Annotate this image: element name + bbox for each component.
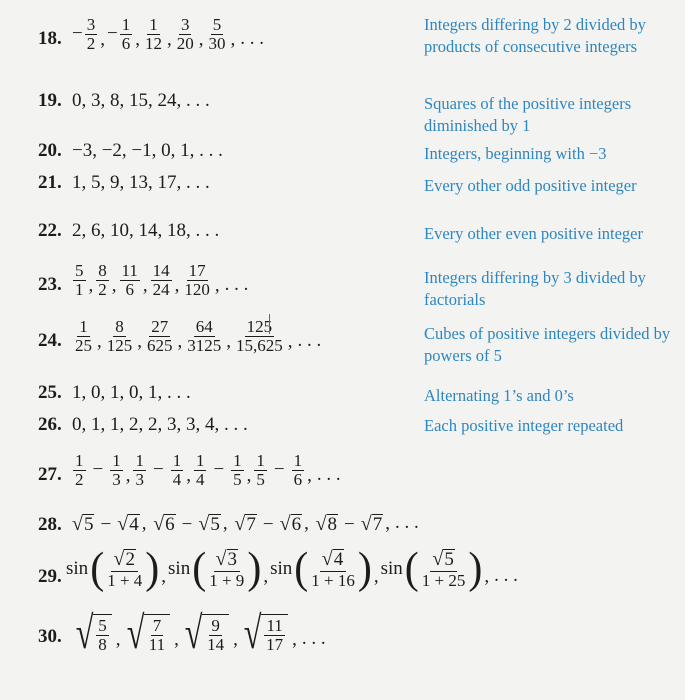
exercise-number: 22. xyxy=(38,220,62,241)
exercise-number: 27. xyxy=(38,464,62,485)
sequence: √ 5 − √ 4 , √ 6 − √ 5 , √ 7 − √ 6 , √ 8 − √ 7 , . . . xyxy=(72,512,419,535)
sequence: $\frac{1}{2}$ − $\frac{1}{3}$ , $\frac{1}{3}$ − $\frac{1}{4}$ , $\frac{1}{4}$ − $\frac{1}{5}$ , $\frac{1}{5}$ − $\frac{1}{6}$ , . . . xyxy=(75,451,341,489)
sequence: 0, 1, 1, 2, 2, 3, 3, 4, . . . xyxy=(72,414,248,435)
sequence: −3, −2, −1, 0, 1, . . . xyxy=(72,140,223,161)
description: Alternating 1’s and 0’s xyxy=(424,386,574,405)
exercise-number: 19. xyxy=(38,90,62,111)
exercise-number: 20. xyxy=(38,140,62,161)
description: Each positive integer repeated xyxy=(424,416,624,435)
sequence: 0, 3, 8, 15, 24, . . . xyxy=(72,90,210,111)
exercise-number: 23. xyxy=(38,274,62,295)
description: Integers differing by 3 divided by factorials xyxy=(424,268,646,309)
description: Every other even positive integer xyxy=(424,224,644,243)
sequence: sin ( √ 2 1 + 4 ) , sin ( √ 3 1 + 9 ) , sin ( √ 4 1 + 16 ) , sin ( √ 5 1 + 25 ) , . . . xyxy=(66,544,518,594)
exercise-number: 30. xyxy=(38,626,62,647)
description: Every other odd positive integer xyxy=(424,176,637,195)
sequence: − $\frac{3}{2}$ , − $\frac{1}{6}$ , $\frac{1}{12}$ , $\frac{3}{20}$ , $\frac{5}{30}$ , . . . xyxy=(72,15,264,53)
exercise-number: 18. xyxy=(38,28,62,49)
description: Integers differing by 2 divided by products of consecutive integers xyxy=(424,15,646,56)
exercise-number: 25. xyxy=(38,382,62,403)
sequence: 1, 5, 9, 13, 17, . . . xyxy=(72,172,210,193)
exercise-number: 24. xyxy=(38,330,62,351)
sequence: $\frac{5}{1}$ , $\frac{8}{2}$ , $\frac{11}{6}$ , $\frac{14}{24}$ , $\frac{17}{120}$ , . . . xyxy=(75,261,249,299)
sequence: $\frac{1}{25}$ , $\frac{8}{125}$ , $\frac{27}{625}$ , $\frac{64}{3125}$ , $\frac{125}{15,625}$ , . . . xyxy=(75,317,322,355)
description: Cubes of positive integers divided by powers of 5 xyxy=(424,324,671,365)
text-cursor-icon xyxy=(269,314,276,334)
exercise-number: 21. xyxy=(38,172,62,193)
description: Integers, beginning with −3 xyxy=(424,144,607,163)
sequence: √ $\frac{5}{8}$ , √ $\frac{7}{11}$ , √ $\frac{9}{14}$ , √ $\frac{11}{17}$ , . . . xyxy=(75,607,326,658)
description: Squares of the positive integers diminished by 1 xyxy=(424,94,632,135)
sequence: 1, 0, 1, 0, 1, . . . xyxy=(72,382,191,403)
exercise-number: 28. xyxy=(38,514,62,535)
sequence: 2, 6, 10, 14, 18, . . . xyxy=(72,220,220,241)
exercise-number: 29. xyxy=(38,566,62,587)
exercise-number: 26. xyxy=(38,414,62,435)
